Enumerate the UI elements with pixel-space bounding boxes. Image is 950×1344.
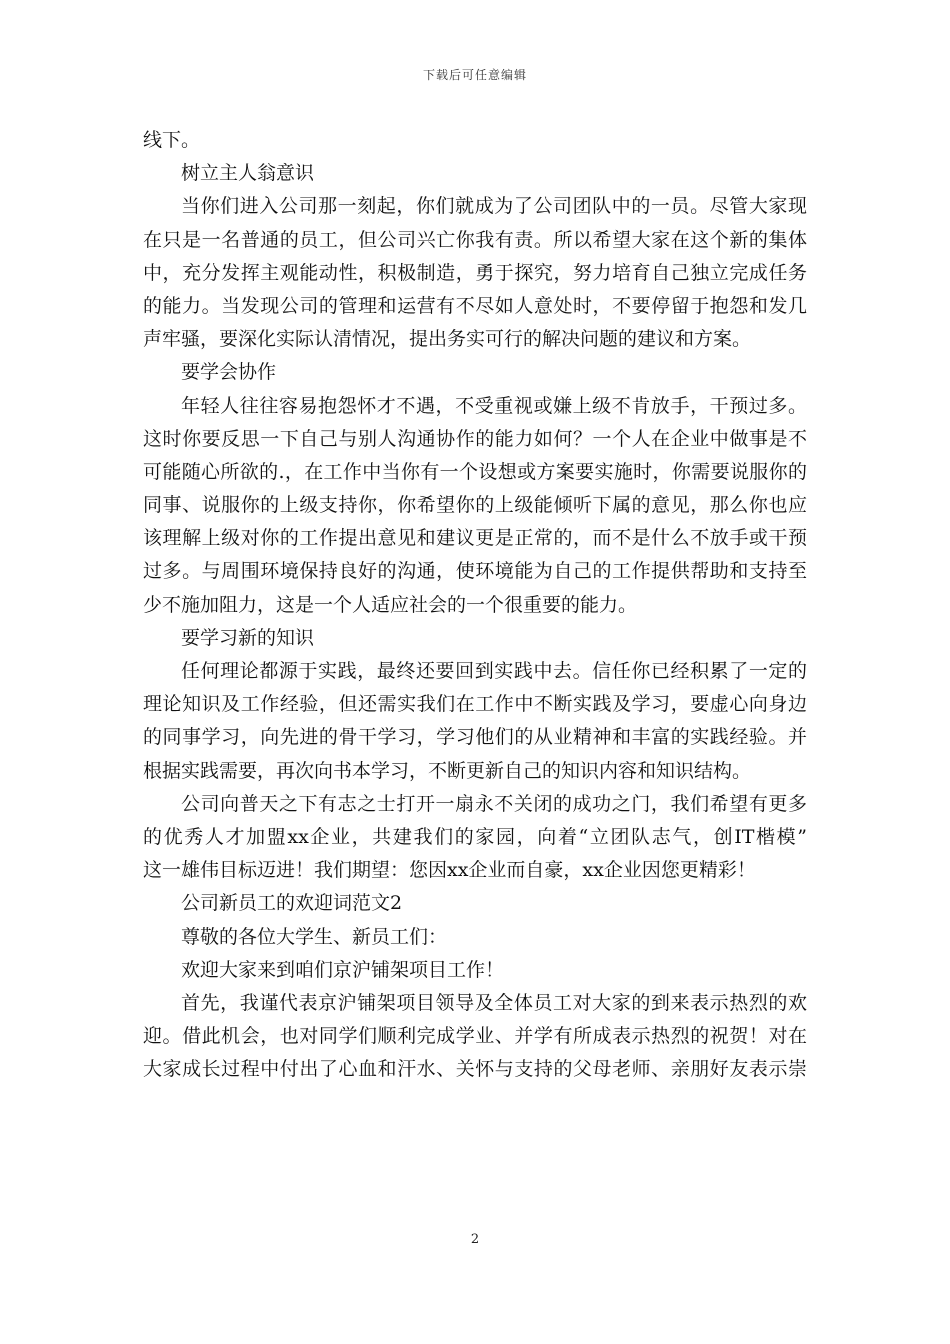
text-line: 公司新员工的欢迎词范文2 bbox=[181, 892, 403, 915]
page-header: 下载后可任意编辑 bbox=[422, 68, 527, 82]
text-line: 年轻人往往容易抱怨怀才不遇，不受重视或嫌上级不肯放手，干预过多。 bbox=[181, 394, 807, 417]
text-line: 在只是一名普通的员工，但公司兴亡你我有责。所以希望大家在这个新的集体 bbox=[143, 228, 807, 251]
text-line: 当你们进入公司那一刻起，你们就成为了公司团队中的一员。尽管大家现 bbox=[181, 195, 807, 218]
text-line: 中，充分发挥主观能动性，积极制造，勇于探究，努力培育自己独立完成任务 bbox=[143, 261, 807, 284]
text-line: 的优秀人才加盟xx企业，共建我们的家园，向着“立团队志气，创IT楷模” bbox=[143, 825, 807, 848]
text-line: 要学习新的知识 bbox=[181, 626, 315, 649]
text-line: 同事、说服你的上级支持你，你希望你的上级能倾听下属的意见，那么你也应 bbox=[143, 494, 807, 517]
text-line: 这一雄伟目标迈进！我们期望：您因xx企业而自豪，xx企业因您更精彩！ bbox=[143, 859, 756, 882]
text-line: 的能力。当发现公司的管理和运营有不尽如人意处时，不要停留于抱怨和发几 bbox=[143, 294, 807, 317]
text-line: 这时你要反思一下自己与别人沟通协作的能力如何？一个人在企业中做事是不 bbox=[143, 427, 807, 450]
text-line: 线下。 bbox=[143, 129, 201, 151]
text-line: 树立主人翁意识 bbox=[181, 162, 315, 185]
text-line: 迎。借此机会，也对同学们顺利完成学业、并学有所成表示热烈的祝贺！对在 bbox=[143, 1025, 807, 1048]
text-line: 欢迎大家来到咱们京沪铺架项目工作！ bbox=[181, 958, 505, 981]
text-line: 根据实践需要，再次向书本学习，不断更新自己的知识内容和知识结构。 bbox=[143, 759, 752, 782]
text-line: 大家成长过程中付出了心血和汗水、关怀与支持的父母老师、亲朋好友表示崇 bbox=[143, 1058, 807, 1081]
text-line: 声牢骚，要深化实际认清情况，提出务实可行的解决问题的建议和方案。 bbox=[143, 328, 752, 351]
page-number: 2 bbox=[470, 1232, 480, 1247]
text-line: 理论知识及工作经验，但还需实我们在工作中不断实践及学习，要虚心向身边 bbox=[143, 693, 807, 716]
document-body bbox=[143, 124, 807, 1086]
text-line: 过多。与周围环境保持良好的沟通，使环境能为自己的工作提供帮助和支持至 bbox=[143, 560, 807, 583]
text-line: 可能随心所欲的.，在工作中当你有一个设想或方案要实施时，你需要说服你的 bbox=[143, 460, 807, 483]
text-line: 尊敬的各位大学生、新员工们： bbox=[181, 925, 448, 948]
text-line: 少不施加阻力，这是一个人适应社会的一个很重要的能力。 bbox=[143, 593, 638, 616]
text-line: 公司向普天之下有志之士打开一扇永不关闭的成功之门，我们希望有更多 bbox=[181, 792, 807, 815]
text-line: 要学会协作 bbox=[181, 361, 277, 384]
text-line: 的同事学习，向先进的骨干学习，学习他们的从业精神和丰富的实践经验。并 bbox=[143, 726, 807, 749]
text-line: 该理解上级对你的工作提出意见和建议更是正常的，而不是什么不放手或干预 bbox=[143, 527, 807, 550]
text-line: 首先，我谨代表京沪铺架项目领导及全体员工对大家的到来表示热烈的欢 bbox=[181, 991, 807, 1014]
text-line: 任何理论都源于实践，最终还要回到实践中去。信任你已经积累了一定的 bbox=[181, 660, 807, 682]
